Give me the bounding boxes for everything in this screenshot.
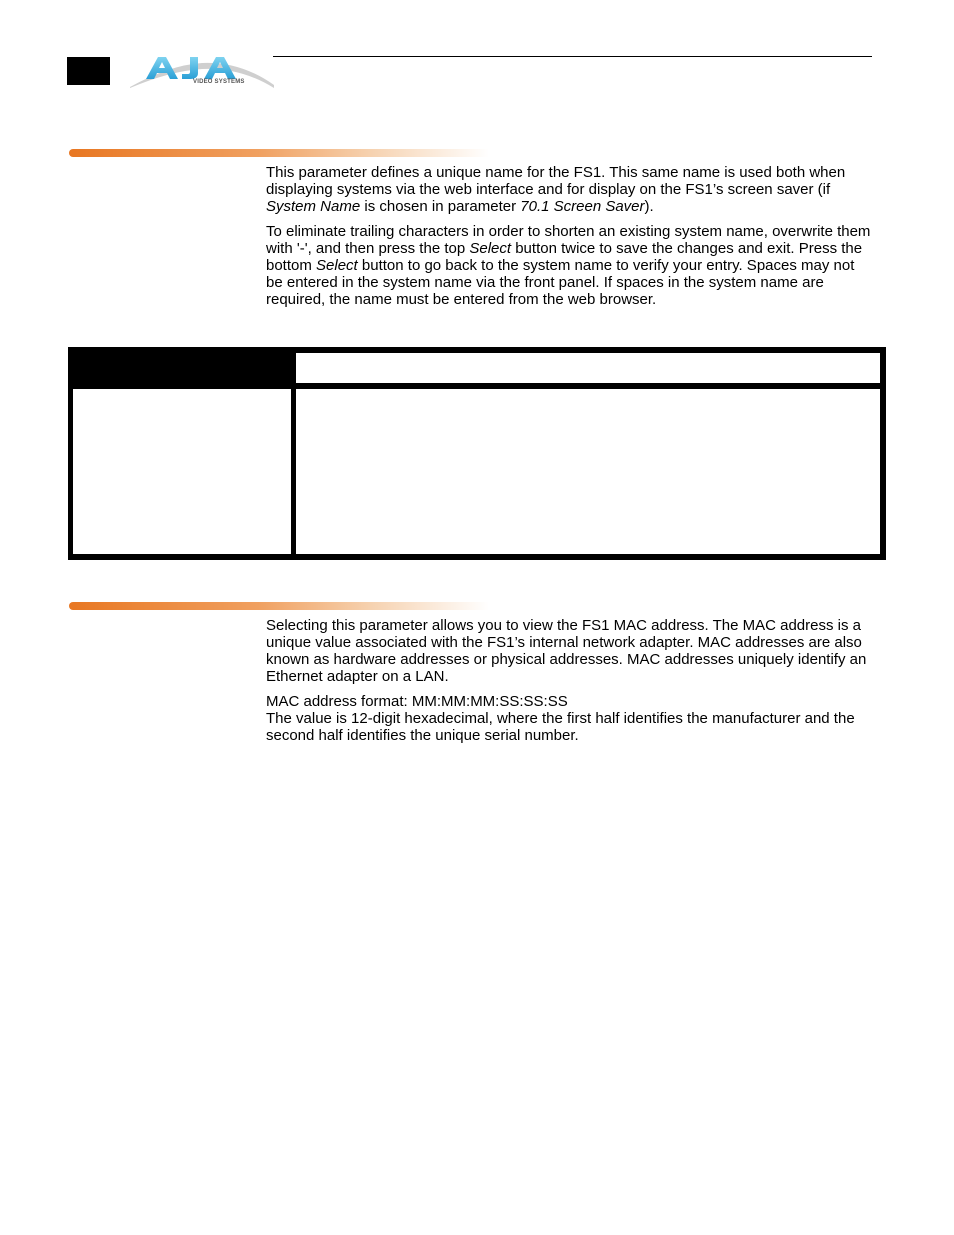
table-header-right	[296, 353, 880, 383]
system-name-paragraph-1: This parameter defines a unique name for the FS1. This same name is used both when displaying systems via the web interface and for display on the FS1’s screen saver (if System Name is chosen in parameter 70.1 Screen Saver).	[266, 164, 846, 215]
mac-address-format: MAC address format: MM:MM:MM:SS:SS:SS	[266, 693, 568, 710]
mac-address-paragraph-2: The value is 12-digit hexadecimal, where the first half identifies the manufacturer and the second half identifies the unique serial number.	[266, 710, 855, 744]
section-heading-bar-mac-address	[69, 602, 489, 610]
page-number-tab	[67, 57, 110, 85]
system-name-paragraph-2: To eliminate trailing characters in order to shorten an existing system name, overwrite them with '-', and then press the top Select button twice to save the changes and exit. Press the bottom Select button to go back to the system name to verify your entry. Spaces may not be entered in the system name via the front panel. If spaces in the system name are required, the name must be entered from the web browser.	[266, 223, 871, 308]
logo-subtitle: VIDEO SYSTEMS	[193, 79, 245, 85]
system-name-description	[266, 164, 872, 308]
section-heading-bar-system-name	[69, 149, 489, 157]
mac-address-description	[266, 617, 872, 744]
table-body-left	[73, 389, 291, 554]
header-rule	[273, 56, 872, 57]
table-header-left	[68, 347, 292, 385]
settings-table	[68, 347, 886, 560]
mac-address-paragraph-1: Selecting this parameter allows you to view the FS1 MAC address. The MAC address is a unique value associated with the FS1’s internal network adapter. MAC addresses are also known as hardware addresses or physical addresses. MAC addresses uniquely identify an Ethernet adapter on a LAN.	[266, 617, 867, 685]
table-body-right	[296, 389, 880, 554]
